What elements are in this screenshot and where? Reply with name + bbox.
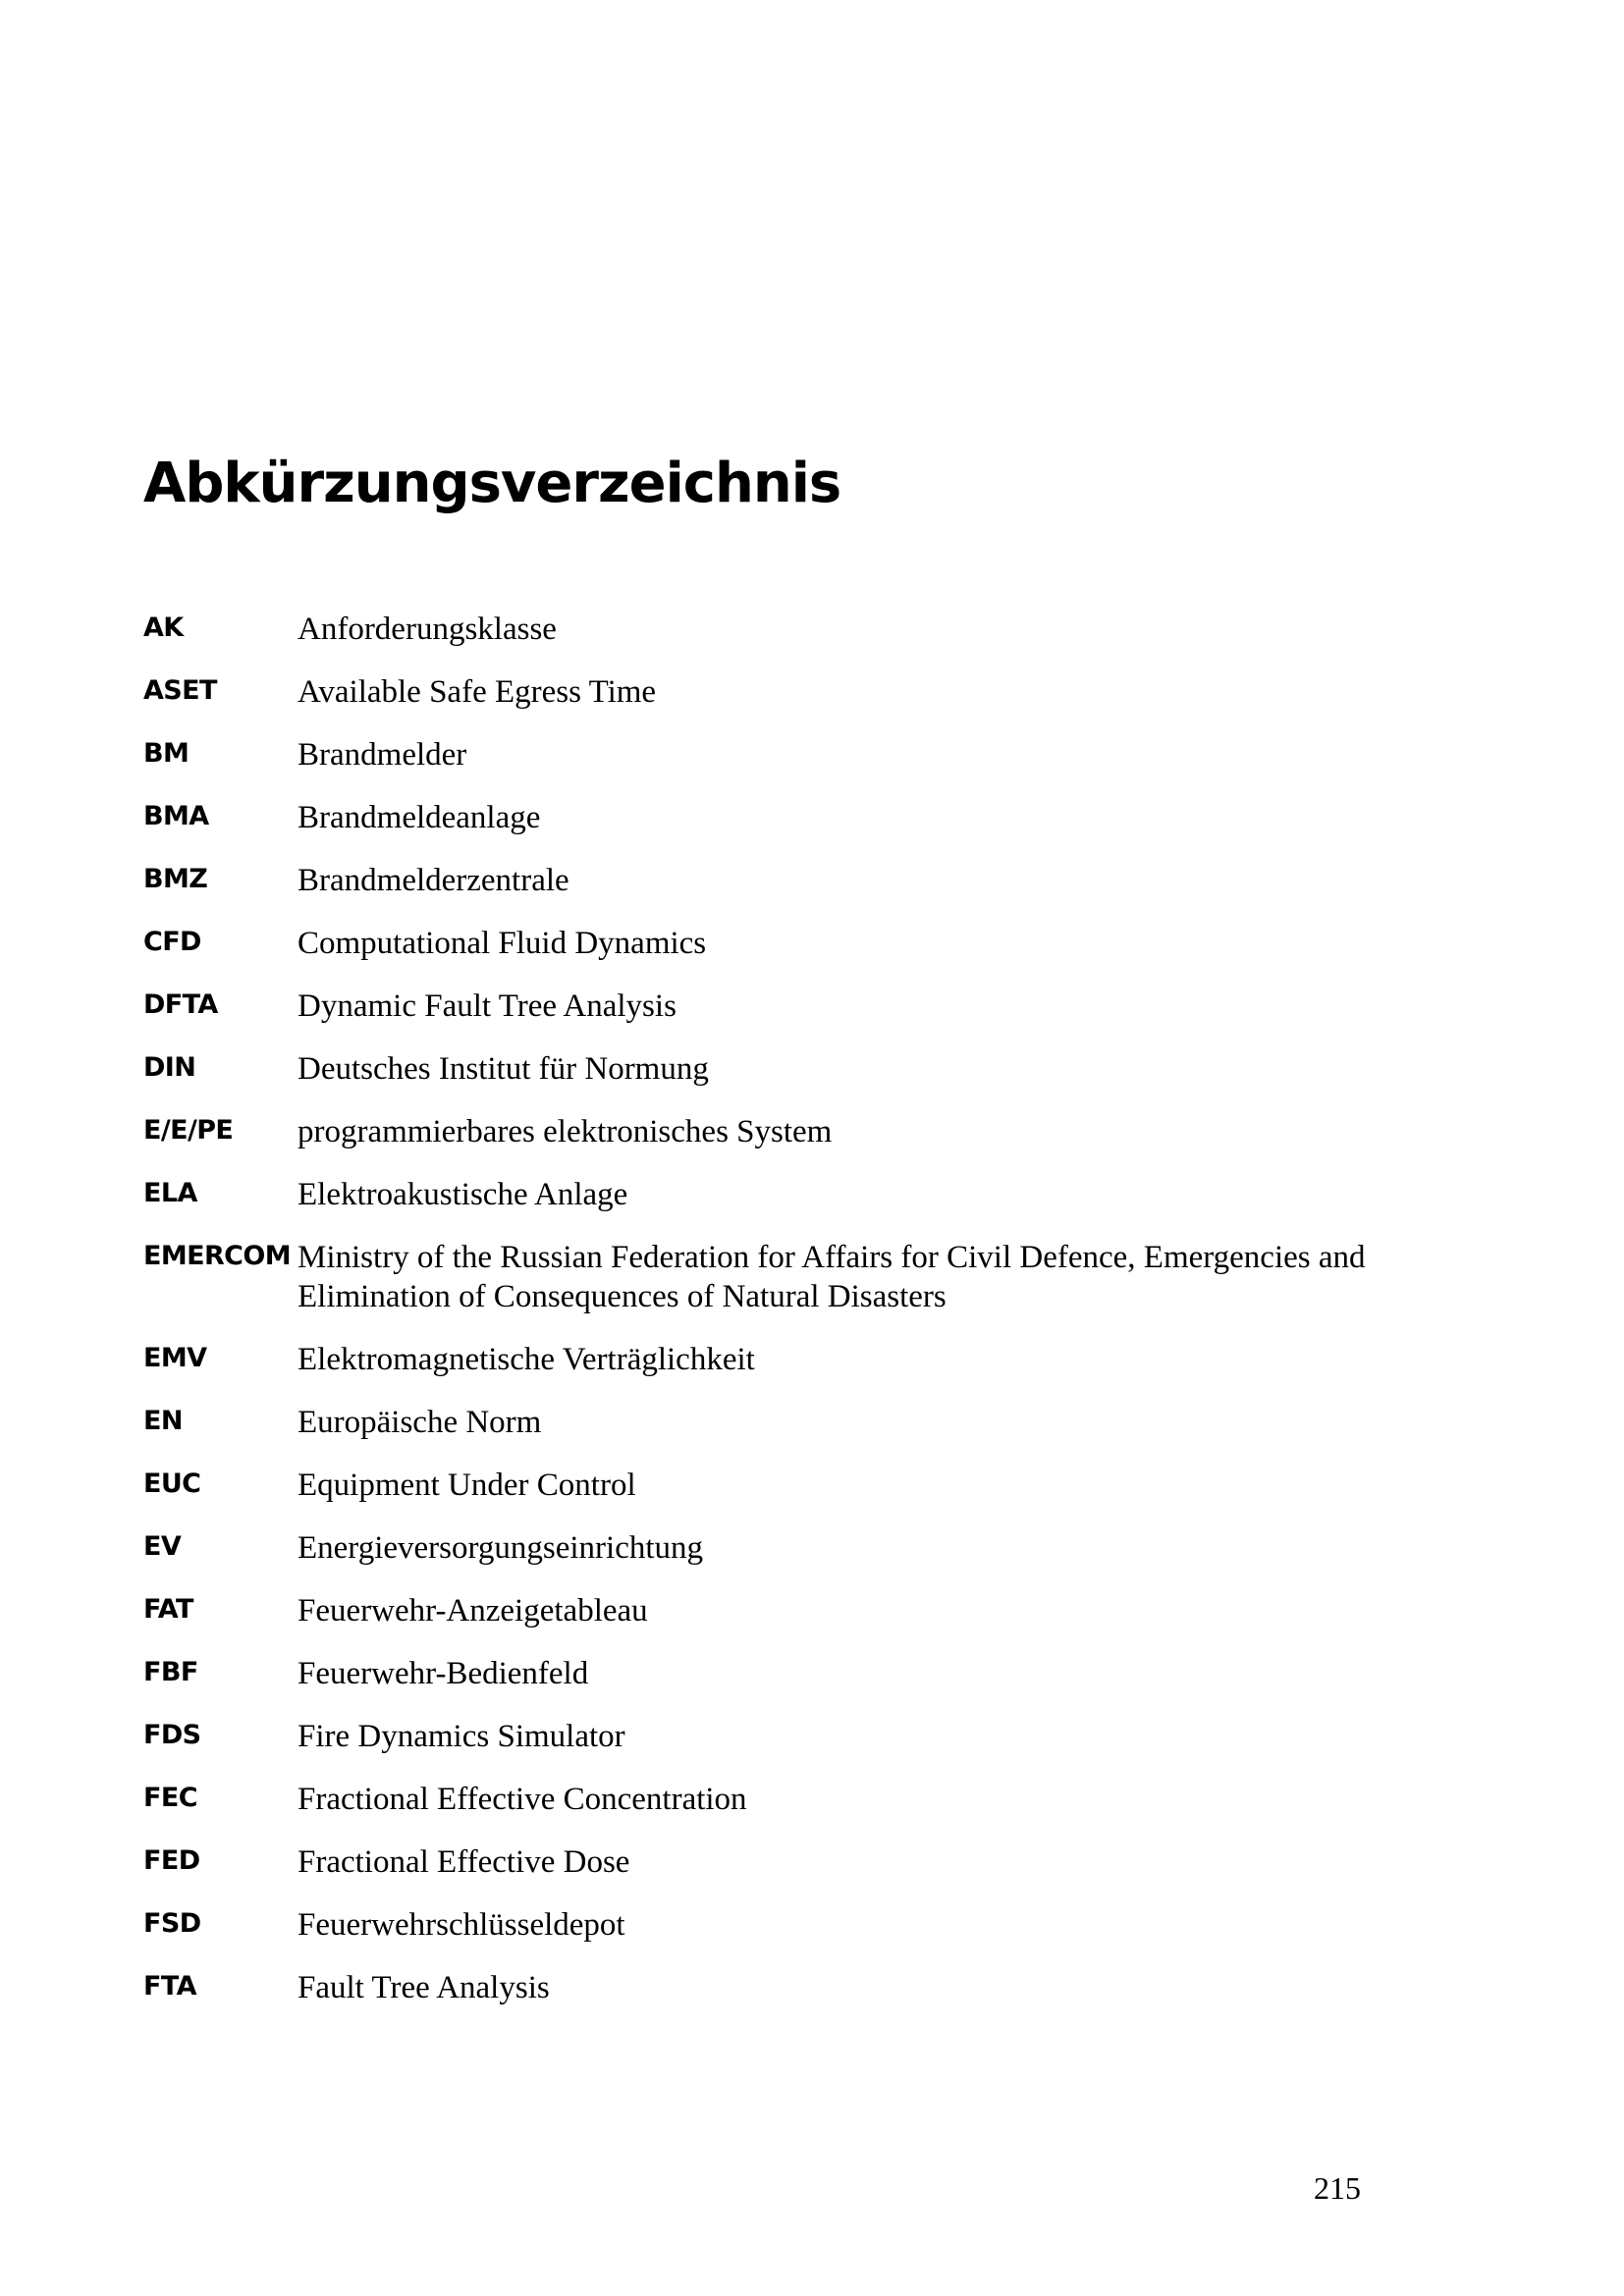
abbreviation-term: DFTA <box>143 989 218 1020</box>
abbreviation-row <box>143 1466 1371 1505</box>
abbreviation-definition: Dynamic Fault Tree Analysis <box>298 988 677 1024</box>
abbreviation-definition: Fractional Effective Dose <box>298 1844 630 1880</box>
abbreviation-term: FEC <box>143 1783 197 1813</box>
abbreviation-row <box>143 1654 1371 1693</box>
abbreviation-definition: programmierbares elektronisches System <box>298 1114 833 1149</box>
abbreviation-row <box>143 1968 1371 2007</box>
abbreviation-term: BMA <box>143 801 209 831</box>
abbreviation-term: BM <box>143 738 189 769</box>
abbreviation-definition: Brandmeldeanlage <box>298 800 541 835</box>
abbreviation-row <box>143 1175 1371 1214</box>
abbreviation-term: CFD <box>143 927 201 957</box>
abbreviation-row <box>143 1340 1371 1379</box>
abbreviation-definition: Fault Tree Analysis <box>298 1970 550 2005</box>
abbreviation-row <box>143 1238 1371 1316</box>
abbreviation-term: ELA <box>143 1178 197 1208</box>
page-number: 215 <box>1314 2170 1361 2206</box>
abbreviation-row <box>143 1780 1371 1819</box>
abbreviation-term: EUC <box>143 1468 201 1499</box>
abbreviation-definition: Elektromagnetische Verträglichkeit <box>298 1342 755 1377</box>
abbreviation-row <box>143 1905 1371 1945</box>
abbreviation-term: FTA <box>143 1971 196 2002</box>
abbreviation-definition: Equipment Under Control <box>298 1468 636 1503</box>
abbreviation-term: AK <box>143 613 184 643</box>
abbreviation-row <box>143 672 1371 712</box>
abbreviation-row <box>143 610 1371 649</box>
abbreviation-term: BMZ <box>143 864 208 894</box>
abbreviation-term: E/E/PE <box>143 1115 234 1146</box>
abbreviation-definition: Feuerwehr-Anzeigetableau <box>298 1593 648 1629</box>
abbreviation-term: DIN <box>143 1052 196 1083</box>
abbreviation-definition: Feuerwehr-Bedienfeld <box>298 1656 589 1691</box>
abbreviation-definition: Feuerwehrschlüsseldepot <box>298 1907 625 1943</box>
abbreviation-definition: Available Safe Egress Time <box>298 674 657 710</box>
abbreviation-definition: Brandmelder <box>298 737 467 773</box>
abbreviation-row <box>143 735 1371 774</box>
abbreviation-definition: Computational Fluid Dynamics <box>298 926 707 961</box>
abbreviation-definition: Anforderungsklasse <box>298 612 557 647</box>
abbreviation-row <box>143 1717 1371 1756</box>
abbreviation-row <box>143 987 1371 1026</box>
abbreviation-row <box>143 1842 1371 1882</box>
abbreviation-term: FBF <box>143 1657 198 1687</box>
abbreviation-row <box>143 861 1371 900</box>
page-title: Abkürzungsverzeichnis <box>143 452 841 515</box>
abbreviation-definition: Brandmelderzentrale <box>298 863 569 898</box>
abbreviation-row <box>143 1528 1371 1568</box>
abbreviation-definition: Europäische Norm <box>298 1405 542 1440</box>
abbreviation-term: EN <box>143 1406 183 1436</box>
abbreviation-row <box>143 798 1371 837</box>
abbreviation-definition: Energieversorgungseinrichtung <box>298 1530 704 1566</box>
abbreviation-row <box>143 1049 1371 1089</box>
abbreviation-term: FDS <box>143 1720 201 1750</box>
abbreviation-term: FED <box>143 1845 200 1876</box>
abbreviation-term: ASET <box>143 675 217 706</box>
abbreviation-definition: Deutsches Institut für Normung <box>298 1051 709 1087</box>
abbreviation-term: EMERCOM <box>143 1241 291 1271</box>
abbreviation-row <box>143 1403 1371 1442</box>
abbreviation-definition: Fire Dynamics Simulator <box>298 1719 625 1754</box>
abbreviation-row <box>143 1591 1371 1630</box>
abbreviation-definition: Elektroakustische Anlage <box>298 1177 628 1212</box>
abbreviation-row <box>143 924 1371 963</box>
abbreviation-term: FSD <box>143 1908 201 1939</box>
abbreviation-term: EMV <box>143 1343 207 1373</box>
abbreviation-definition: Ministry of the Russian Federation for Affairs for Civil Defence, Emergencies and Elimination of Consequences of Natural Disasters <box>298 1240 1366 1314</box>
abbreviation-list <box>143 610 1371 2031</box>
abbreviation-term: EV <box>143 1531 182 1562</box>
abbreviation-definition: Fractional Effective Concentration <box>298 1782 747 1817</box>
abbreviation-term: FAT <box>143 1594 193 1625</box>
abbreviation-row <box>143 1112 1371 1151</box>
